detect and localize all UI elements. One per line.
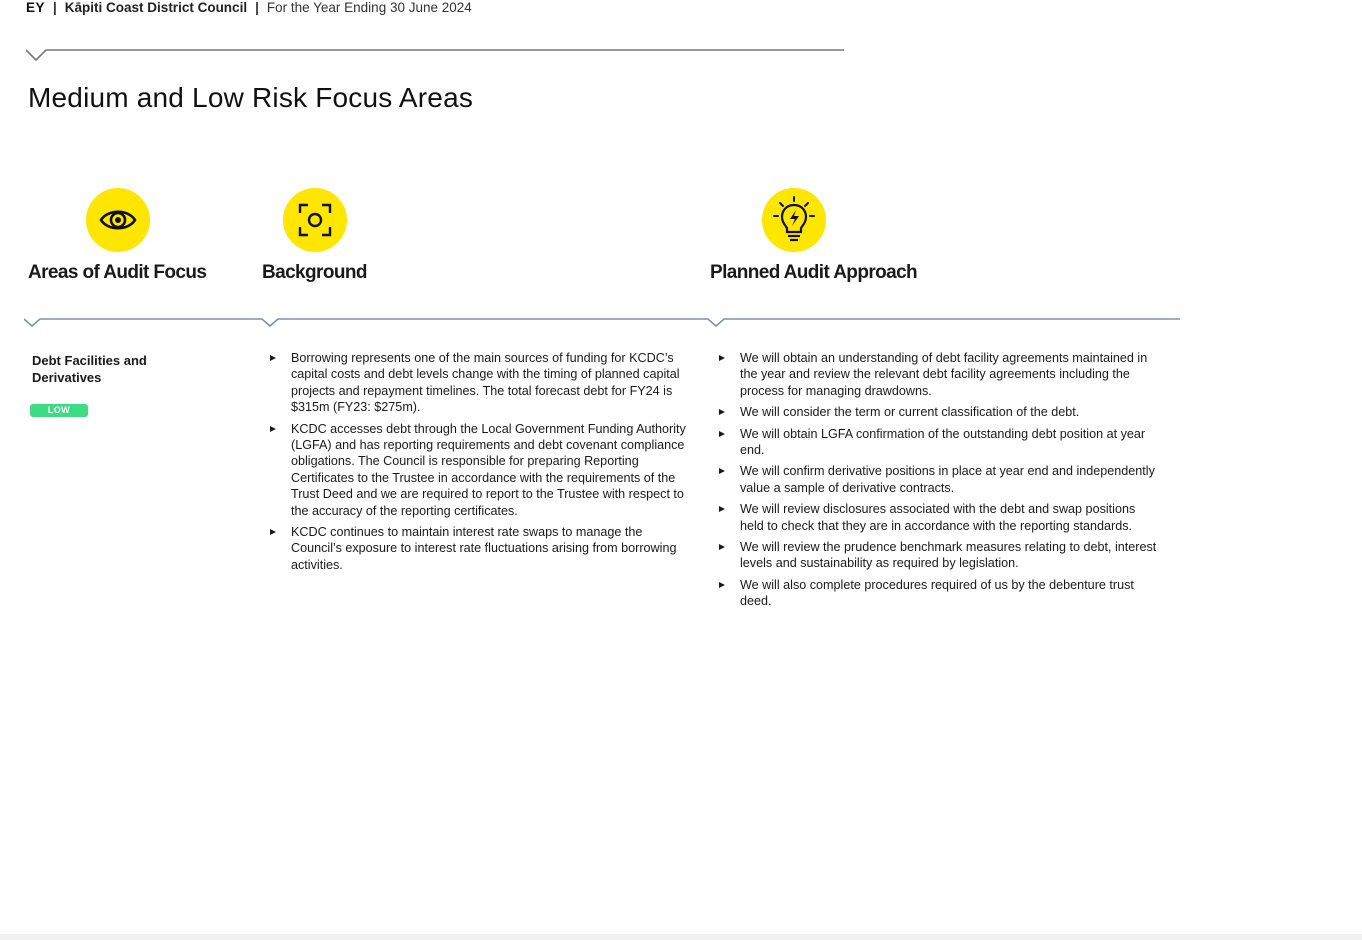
list-item: KCDC continues to maintain interest rate swaps to manage the Council’s exposure to interest rate fluctuations arising from borrowing activities. — [269, 524, 691, 573]
page-title: Medium and Low Risk Focus Areas — [28, 82, 474, 113]
list-item: We will obtain an understanding of debt facility agreements maintained in the year and review the relevant debt facility agreements including the process for managing drawdowns. — [718, 350, 1162, 399]
background-list — [269, 350, 691, 578]
list-item: We will obtain LGFA confirmation of the outstanding debt position at year end. — [718, 426, 1162, 459]
list-item: We will consider the term or current classification of the debt. — [718, 404, 1162, 420]
organisation-name: Kāpiti Coast District Council — [64, 0, 248, 15]
column-header-background — [262, 188, 367, 284]
risk-level-badge: LOW — [30, 404, 88, 417]
column-title: Areas of Audit Focus — [28, 262, 207, 283]
header-rule — [26, 42, 848, 64]
reporting-period: For the Year Ending 30 June 2024 — [266, 0, 472, 15]
focus-area-name: Debt Facilities and Derivatives — [32, 353, 147, 385]
header-separator: | — [255, 0, 259, 15]
eye-icon — [86, 188, 150, 252]
column-title: Background — [262, 262, 367, 283]
list-item: We will also complete procedures required of us by the debenture trust deed. — [718, 577, 1162, 610]
column-header-approach — [710, 188, 917, 284]
approach-list — [718, 350, 1162, 615]
list-item: We will review disclosures associated with the debt and swap positions held to check that they are in accordance with the reporting standards. — [718, 501, 1162, 534]
list-item: We will confirm derivative positions in place at year end and independently value a sample of derivative contracts. — [718, 463, 1162, 496]
page-bottom-edge — [0, 934, 1362, 940]
list-item: Borrowing represents one of the main sources of funding for KCDC’s capital costs and debt levels change with the timing of planned capital projects and repayment timelines. The total forecast debt for FY24 is $315m (FY23: $275m). — [269, 350, 691, 416]
header-separator: | — [53, 0, 57, 15]
column-header-areas — [28, 188, 206, 284]
document-header — [26, 0, 472, 15]
brand-logo-text: EY — [26, 0, 46, 15]
list-item: KCDC accesses debt through the Local Government Funding Authority (LGFA) and has reporting requirements and debt covenant compliance obligations. The Council is responsible for preparing Reporting Certificates to the Trustee in accordance with the requirements of the Trust Deed and we are required to report to the Trustee with respect to the accuracy of the reporting certificates. — [269, 421, 691, 519]
lightbulb-icon — [762, 188, 826, 252]
list-item: We will review the prudence benchmark measures relating to debt, interest levels and sustainability as required by legislation. — [718, 539, 1162, 572]
column-title: Planned Audit Approach — [710, 262, 918, 283]
section-rule — [24, 313, 1184, 329]
focus-frame-icon — [283, 188, 347, 252]
